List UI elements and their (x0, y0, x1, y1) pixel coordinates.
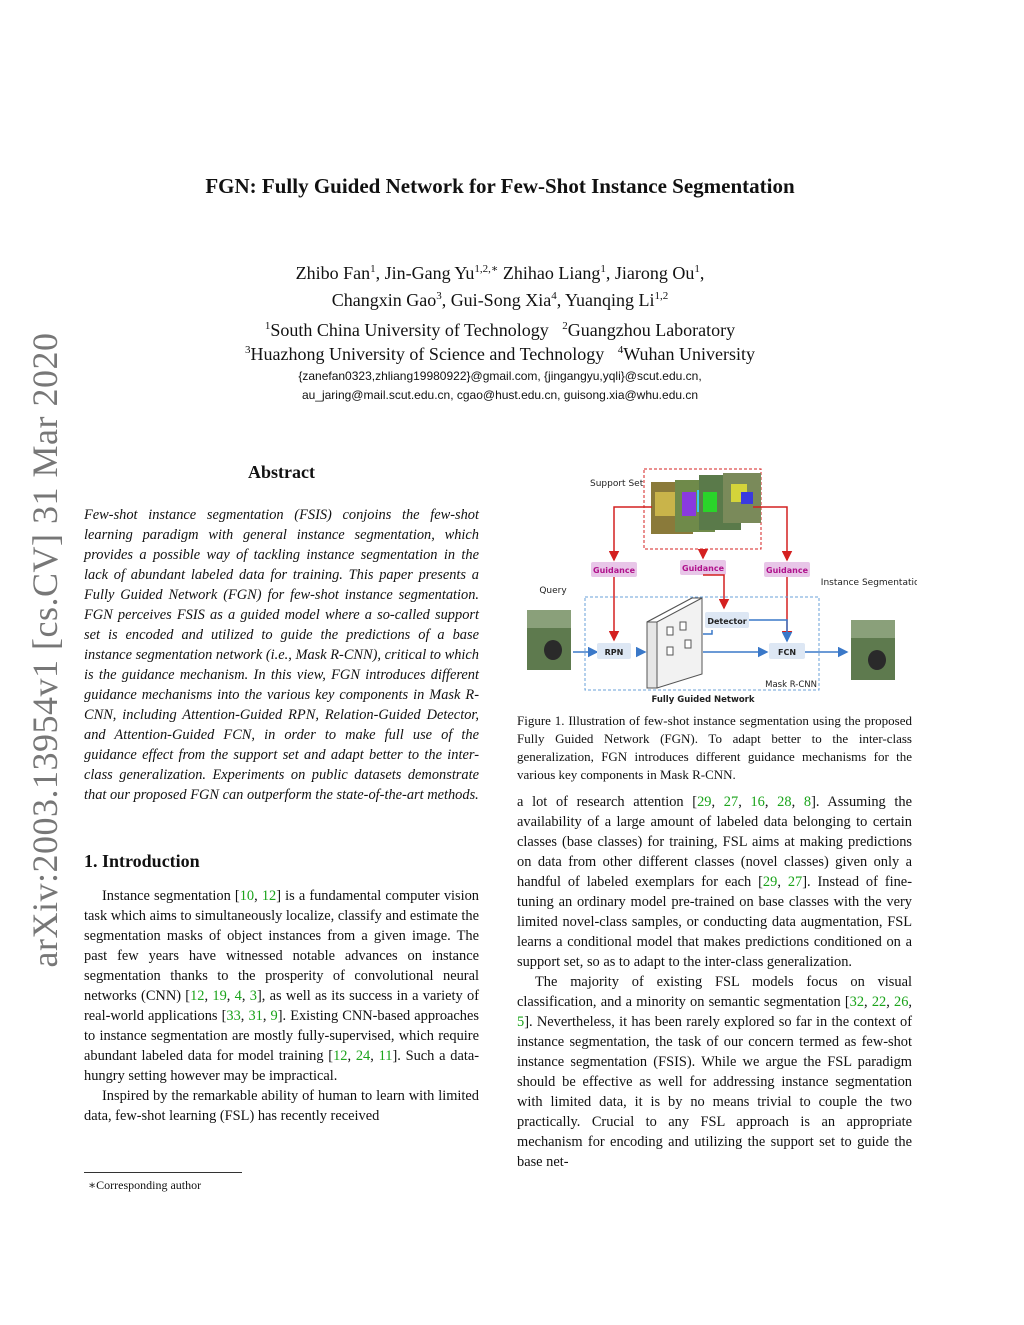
citation-link[interactable]: 31 (248, 1008, 263, 1024)
affiliation: Guangzhou Laboratory (567, 320, 736, 340)
arxiv-sidebar (20, 332, 70, 968)
author-sup: 4 (551, 290, 557, 302)
citation-link[interactable]: 22 (871, 994, 887, 1010)
author-name: Yuanqing Li (565, 290, 655, 310)
aff-sup: 3 (244, 344, 251, 356)
instance-segmentation-label: Instance Segmentation (820, 578, 917, 588)
abstract-heading: Abstract (248, 462, 315, 482)
fgn-label: Fully Guided Network (651, 695, 755, 705)
fcn-label: FCN (777, 648, 797, 657)
paragraph: a lot of research attention [29, 27, 16, 28, 8]. Assuming the availability of a large amount of labeled data belonging to certain classes (base classes) for training, FSL aims at making predictions on data from other different classes (novel classes) given only a handful of labeled exemplars for each [29, 27]. Instead of fine-tuning an ordinary model pre-trained on base classes with the very limited novel-class samples, or conducting data augmentation, FSL learns a conditional model that makes predictions conditioned on a support set, so as to adapt to the inter-class generalization. (517, 794, 912, 970)
citation-link[interactable]: 29 (762, 874, 778, 890)
affiliation-line-2 (0, 338, 1000, 366)
guidance-label: Guidance (766, 566, 808, 575)
citation-link[interactable]: 5 (517, 1014, 525, 1030)
author-sup: 1,2,∗ (474, 263, 499, 275)
arxiv-identifier: arXiv:2003.13954v1 [cs.CV] 31 Mar 2020 (25, 332, 65, 968)
author-sup: 1 (600, 263, 606, 275)
author-name: Jin-Gang Yu (384, 263, 475, 283)
aff-sup: 4 (617, 344, 624, 356)
citation-link[interactable]: 12 (333, 1048, 348, 1064)
citation-link[interactable]: 10 (239, 888, 255, 904)
citation-link[interactable]: 12 (261, 888, 277, 904)
author-name: Changxin Gao (331, 290, 437, 310)
paper-title: FGN: Fully Guided Network for Few-Shot Instance Segmentation (205, 174, 795, 198)
author-name: Jiarong Ou (614, 263, 695, 283)
citation-link[interactable]: 9 (270, 1008, 278, 1024)
abstract-text: Few-shot instance segmentation (FSIS) conjoins the few-shot learning paradigm with general instance segmentation, which provides a possible way of tackling instance segmentation in the lack of abundant labeled data for training. This paper presents a Fully Guided Network (FGN) for few-shot instance segmentation. FGN perceives FSIS as a guided model where a so-called support set is encoded and utilized to guide the predictions of a base instance segmentation network (i.e., Mask R-CNN), critical to which is the guidance mechanism. In this view, FGN introduces different guidance mechanisms into the various key components in Mask R-CNN, including Attention-Guided RPN, Relation-Guided Detector, and Attention-Guided FCN, in order to make full use of the guidance effect from the support set and adapt better to the inter-class generalization. Experiments on public datasets demonstrate that our proposed FGN can outperform the state-of-the-art methods. (84, 507, 479, 803)
citation-link[interactable]: 8 (803, 794, 812, 810)
detector-label: Detector (707, 617, 747, 626)
citation-link[interactable]: 32 (849, 994, 865, 1010)
citation-link[interactable]: 33 (226, 1008, 241, 1024)
figure-caption: Figure 1. Illustration of few-shot instance segmentation using the proposed Fully Guided Network (FGN). To adapt better to the inter-class generalization, FGN introduces different guidance mechanisms for the various key components in Mask R-CNN. (517, 713, 912, 782)
mask-rcnn-label: Mask R-CNN (765, 680, 817, 690)
citation-link[interactable]: 4 (234, 988, 242, 1004)
paragraph: Inspired by the remarkable ability of human to learn with limited data, few-shot learning (FSL) has recently received (84, 1088, 479, 1124)
left-column-body (84, 886, 479, 1126)
author-name: Gui-Song Xia (450, 290, 552, 310)
citation-link[interactable]: 27 (787, 874, 803, 890)
query-image (527, 610, 571, 670)
affiliation: Huazhong University of Science and Technology (250, 344, 605, 364)
aff-sup: 2 (562, 320, 568, 332)
footnote-rule (84, 1172, 242, 1173)
citation-link[interactable]: 3 (249, 988, 257, 1004)
footnote: ∗Corresponding author (88, 1178, 202, 1192)
rpn-label: RPN (604, 648, 624, 657)
aff-sup: 1 (264, 320, 271, 332)
author-sup: 1 (694, 263, 700, 275)
section-heading-introduction: 1. Introduction (84, 851, 200, 871)
author-sup: 3 (436, 290, 442, 302)
email-line-1: {zanefan0323,zhliang19980922}@gmail.com, {jingangyu,yqli}@scut.edu.cn, (298, 369, 702, 383)
guidance-label: Guidance (593, 566, 635, 575)
author-sup: 1 (370, 263, 376, 275)
paragraph: Instance segmentation [10, 12] is a fundamental computer vision task which aims to simultaneously localize, classify and estimate the segmentation masks of object instances from a given image. The past few years have witnessed notable advances on instance segmentation thanks to the prosperity of convolutional neural networks (CNN) [12, 19, 4, 3], as well as its success in a variety of real-world applications [33, 31, 9]. Existing CNN-based approaches to instance segmentation are mostly fully-supervised, which require abundant labeled data for model training [12, 24, 11]. Such a data-hungry setting however may be impractical. (84, 888, 480, 1084)
query-label: Query (539, 586, 567, 596)
author-name: Zhibo Fan (295, 263, 371, 283)
support-set-label: Support Set (590, 479, 644, 489)
affiliation: South China University of Technology (270, 320, 549, 340)
author-sup: 1,2 (654, 290, 669, 302)
guidance-label: Guidance (682, 564, 724, 573)
author-line-1: Zhibo Fan$^1$, Jin-Gang $Yu^{1,2,∗}$ Zhihao Liang$^1$, Jiarong Ou$^1$, (295, 263, 705, 283)
citation-link[interactable]: 28 (777, 794, 792, 810)
citation-link[interactable]: 11 (378, 1048, 393, 1064)
support-images (651, 473, 761, 534)
affiliation: Wuhan University (623, 344, 756, 364)
author-name: Zhihao Liang (502, 263, 601, 283)
citation-link[interactable]: 26 (894, 994, 909, 1010)
citation-link[interactable]: 19 (212, 988, 227, 1004)
output-image (851, 620, 895, 680)
email-line-2: au_jaring@mail.scut.edu.cn, cgao@hust.edu.cn, guisong.xia@whu.edu.cn (301, 388, 699, 402)
citation-link[interactable]: 29 (697, 794, 712, 810)
citation-link[interactable]: 27 (723, 794, 739, 810)
citation-link[interactable]: 12 (190, 988, 205, 1004)
author-line-2: Changxin Gao$^3$, Gui-Song Xia$^4$, Yuanqing Li$^{1,2}$ (331, 290, 669, 310)
right-column-body (517, 792, 912, 1172)
paragraph: The majority of existing FSL models focus on visual classification, and a minority on semantic segmentation [32, 22, 26, 5]. Nevertheless, it has been rarely explored so far in the context of instance segmentation, the task of our concern termed as few-shot instance segmentation (FSIS). While we argue the FSL paradigm should be effective as well for addressing instance segmentation with limited data, it is by no means trivial to couple the two practically. Crucial to any FSL approach is an appropriate mechanism for encoding and utilizing the support set to guide the base net- (517, 974, 913, 1170)
citation-link[interactable]: 24 (355, 1048, 371, 1064)
backbone-icon (647, 598, 702, 688)
citation-link[interactable]: 16 (750, 794, 765, 810)
figure-1 (517, 462, 917, 707)
